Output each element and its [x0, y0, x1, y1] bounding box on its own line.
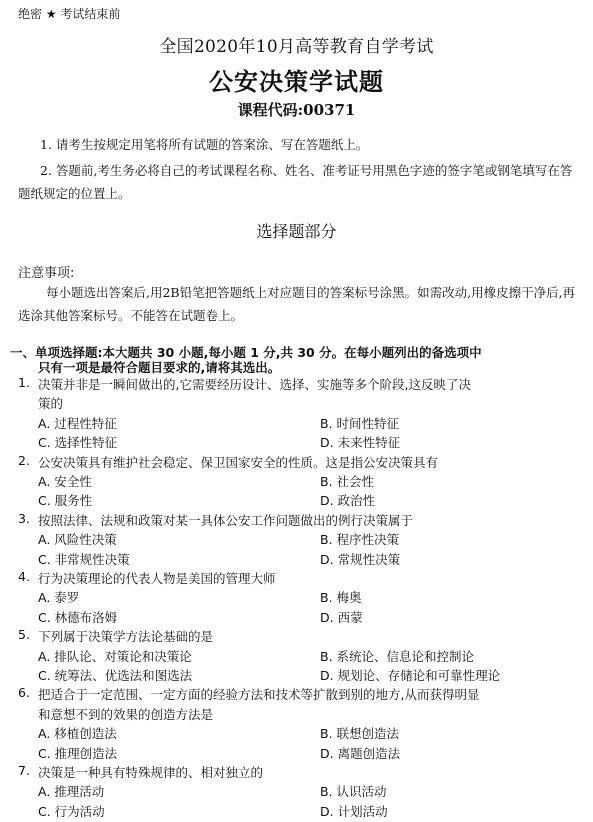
notice-1: 1. 请考生按规定用笔将所有试题的答案涂、写在答题纸上。	[40, 137, 369, 152]
question-text: 按照法律、法规和政策对某一具体公安工作问题做出的例行决策属于	[38, 512, 414, 528]
subject-title: 公安决策学试题	[209, 68, 384, 96]
question-option: A. 风险性决策	[38, 532, 117, 548]
question-option: A. 泰罗	[38, 590, 80, 606]
question-text: 和意想不到的效果的创造方法是	[38, 706, 214, 722]
question-option: C. 服务性	[38, 493, 93, 509]
section-heading: 选择题部分	[256, 222, 337, 241]
question-text: 把适合于一定范围、一定方面的经验方法和技术等扩散到别的地方,从而获得明显	[38, 687, 480, 703]
section1-line2: 只有一项是最符合题目要求的,请将其选出。	[38, 360, 281, 375]
question-number: 5.	[18, 627, 30, 643]
question-option: A. 安全性	[38, 474, 92, 489]
question-option: C. 林德布洛姆	[38, 609, 118, 625]
question-number: 2.	[18, 452, 30, 468]
question-option: B. 程序性决策	[320, 532, 400, 548]
course-code: 课程代码:00371	[237, 101, 356, 119]
section1-line1: 一、单项选择题:本大题共 30 小题,每小题 1 分,共 30 分。在每小题列出的备选项中	[10, 345, 482, 360]
question-text: 行为决策理论的代表人物是美国的管理大师	[38, 571, 276, 586]
question-option: A. 过程性特征	[38, 415, 117, 431]
question-option: D. 西蒙	[320, 609, 363, 625]
question-option: B. 认识活动	[320, 784, 387, 800]
question-option: B. 时间性特征	[320, 415, 400, 431]
question-option: D. 规划论、存储论和可靠性理论	[320, 668, 501, 683]
confidential-mark: 绝密 ★ 考试结束前	[18, 7, 121, 21]
question-option: C. 推理创造法	[38, 745, 118, 761]
question-number: 3.	[18, 510, 30, 526]
question-option: C. 统筹法、优选法和图选法	[38, 668, 193, 683]
question-option: D. 计划活动	[320, 803, 388, 819]
notice-2: 2. 答题前,考生务必将自己的考试课程名称、姓名、准考证号用黑色字迹的签字笔或钢笔填写在答题纸规定的位置上。	[18, 163, 573, 201]
question-option: C. 行为活动	[38, 803, 105, 819]
question-option: C. 选择性特征	[38, 435, 118, 451]
question-option: C. 非常规性决策	[38, 551, 130, 567]
question-text: 下列属于决策学方法论基础的是	[38, 629, 214, 645]
question-number: 6.	[18, 685, 30, 701]
question-number: 7.	[18, 763, 30, 778]
question-text: 公安决策具有维护社会稳定、保卫国家安全的性质。这是指公安决策具有	[38, 454, 439, 470]
question-text: 决策并非是一瞬间做出的,它需要经历设计、选择、实施等多个阶段,这反映了决	[38, 377, 471, 392]
question-option: D. 未来性特征	[320, 435, 401, 451]
exam-title: 全国2020年10月高等教育自学考试	[159, 37, 434, 57]
question-text: 决策是一种具有特殊规律的、相对独立的	[38, 765, 264, 780]
question-number: 1.	[18, 375, 30, 390]
attention-text: 每小题选出答案后,用2B铅笔把答题纸上对应题目的答案标号涂黑。如需改动,用橡皮擦干净后,再选涂其他答案标号。不能答在试题卷上。	[18, 285, 576, 323]
question-option: B. 梅奥	[320, 590, 362, 606]
question-option: D. 政治性	[320, 493, 376, 509]
question-option: A. 推理活动	[38, 784, 105, 800]
question-text: 策的	[38, 396, 64, 412]
question-option: B. 系统论、信息论和控制论	[320, 648, 475, 664]
question-option: A. 排队论、对策论和决策论	[38, 648, 192, 664]
question-option: B. 联想创造法	[320, 726, 400, 742]
question-option: B. 社会性	[320, 474, 375, 489]
question-number: 4.	[18, 569, 30, 584]
question-option: A. 移植创造法	[38, 726, 117, 742]
question-option: D. 常规性决策	[320, 551, 401, 567]
attention-heading: 注意事项:	[18, 266, 75, 281]
question-option: D. 离题创造法	[320, 745, 401, 761]
